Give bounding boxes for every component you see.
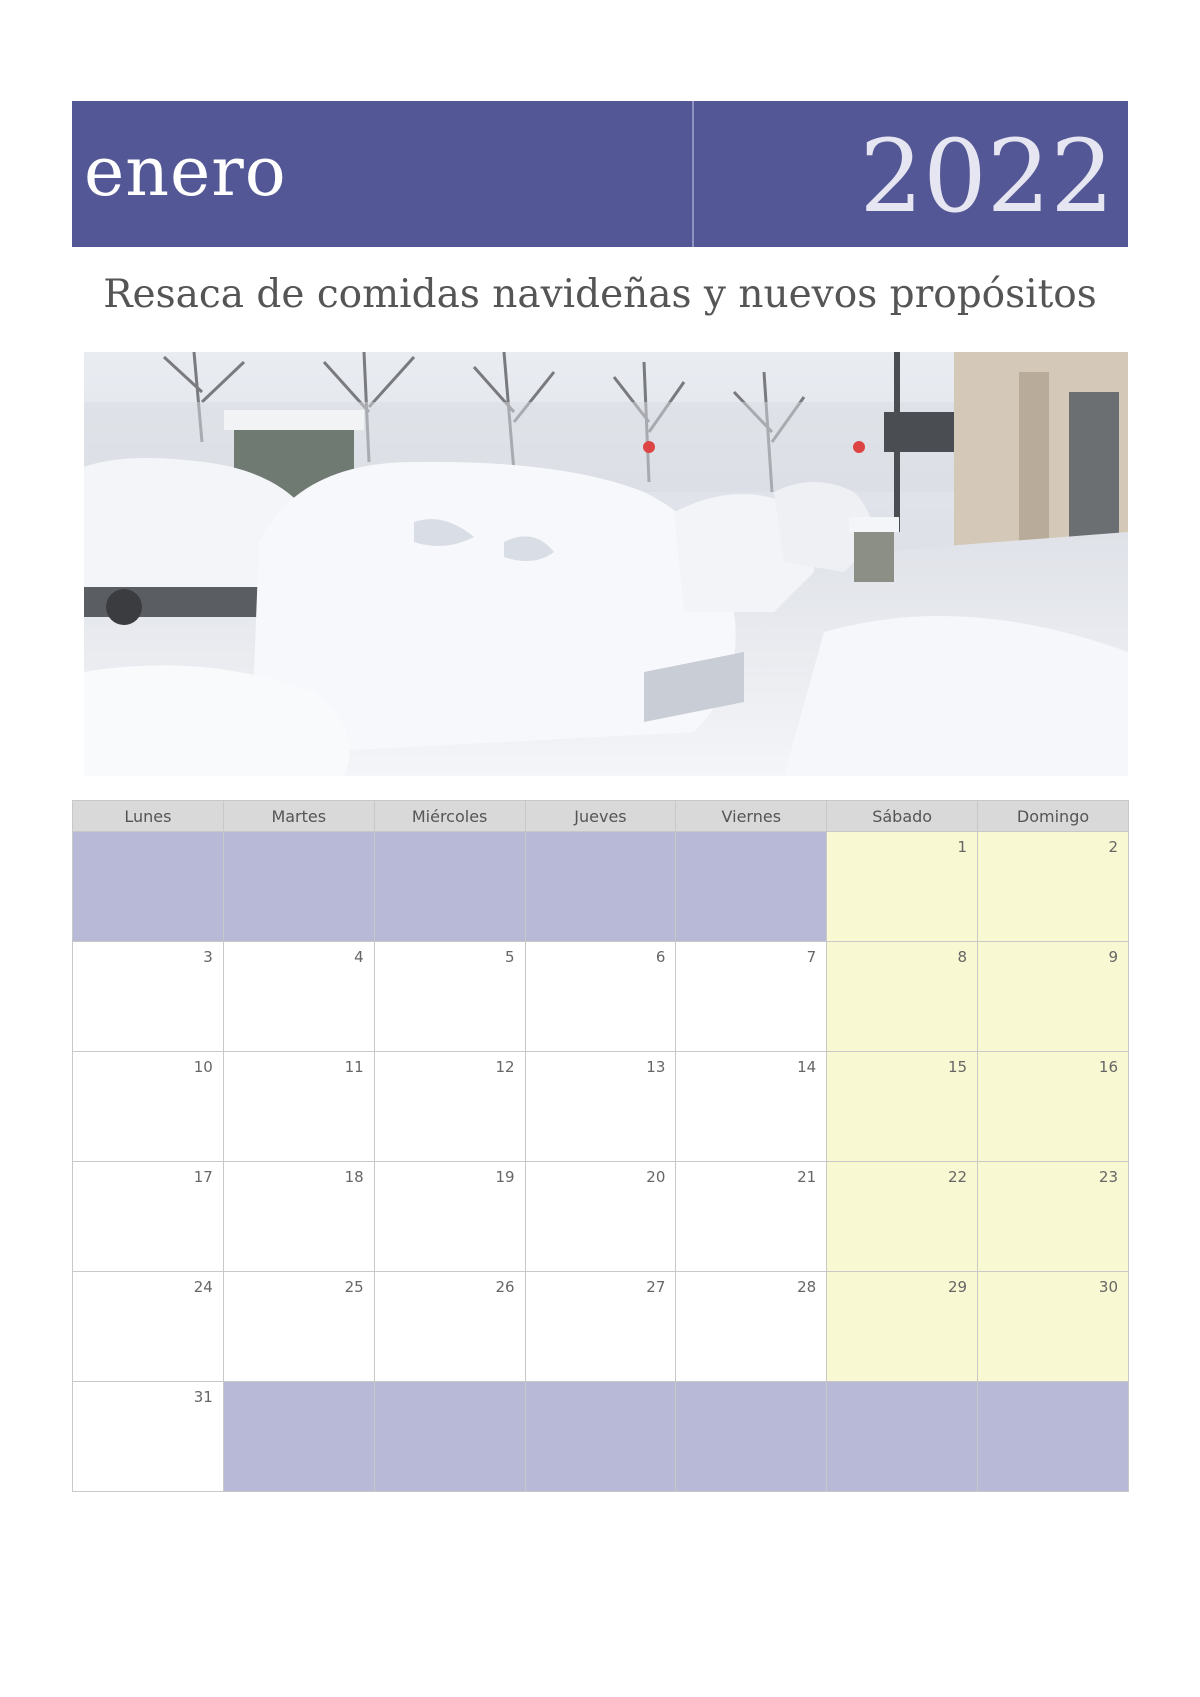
day-cell: 21 (676, 1162, 827, 1272)
week-row (73, 1272, 1129, 1382)
day-cell: 4 (223, 942, 374, 1052)
day-cell (525, 1382, 676, 1492)
day-cell (374, 832, 525, 942)
week-row (73, 1162, 1129, 1272)
month-header (72, 101, 1128, 247)
day-cell: 25 (223, 1272, 374, 1382)
day-cell: 26 (374, 1272, 525, 1382)
day-cell: 14 (676, 1052, 827, 1162)
day-cell: 6 (525, 942, 676, 1052)
day-cell: 2 (978, 832, 1129, 942)
day-cell: 10 (73, 1052, 224, 1162)
day-cell (978, 1382, 1129, 1492)
week-row (73, 832, 1129, 942)
day-cell: 19 (374, 1162, 525, 1272)
day-cell: 30 (978, 1272, 1129, 1382)
weekday-header: Sábado (827, 801, 978, 832)
weekday-header: Domingo (978, 801, 1129, 832)
week-row (73, 1052, 1129, 1162)
day-cell (73, 832, 224, 942)
month-box (72, 101, 694, 247)
day-cell (223, 832, 374, 942)
day-cell: 15 (827, 1052, 978, 1162)
day-cell (676, 832, 827, 942)
day-cell: 23 (978, 1162, 1129, 1272)
day-cell: 11 (223, 1052, 374, 1162)
weekday-header-row (73, 801, 1129, 832)
day-cell: 16 (978, 1052, 1129, 1162)
month-subtitle: Resaca de comidas navideñas y nuevos propósitos (103, 272, 1097, 317)
day-cell: 28 (676, 1272, 827, 1382)
day-cell (374, 1382, 525, 1492)
month-title: enero (84, 133, 287, 212)
day-cell: 20 (525, 1162, 676, 1272)
day-cell: 18 (223, 1162, 374, 1272)
day-cell: 8 (827, 942, 978, 1052)
weekday-header: Lunes (73, 801, 224, 832)
day-cell (223, 1382, 374, 1492)
day-cell: 9 (978, 942, 1129, 1052)
photo-illustration (84, 352, 1128, 776)
day-cell: 13 (525, 1052, 676, 1162)
day-cell: 7 (676, 942, 827, 1052)
snowy-street-photo (84, 352, 1128, 776)
day-cell: 27 (525, 1272, 676, 1382)
day-cell (676, 1382, 827, 1492)
year-title: 2022 (859, 118, 1114, 235)
day-cell: 17 (73, 1162, 224, 1272)
day-cell: 31 (73, 1382, 224, 1492)
day-cell: 1 (827, 832, 978, 942)
day-cell: 22 (827, 1162, 978, 1272)
weekday-header: Miércoles (374, 801, 525, 832)
weekday-header: Jueves (525, 801, 676, 832)
day-cell: 3 (73, 942, 224, 1052)
day-cell: 24 (73, 1272, 224, 1382)
day-cell (525, 832, 676, 942)
day-cell (827, 1382, 978, 1492)
week-row (73, 942, 1129, 1052)
weekday-header: Viernes (676, 801, 827, 832)
day-cell: 5 (374, 942, 525, 1052)
weekday-header: Martes (223, 801, 374, 832)
day-cell: 12 (374, 1052, 525, 1162)
calendar-grid (72, 800, 1129, 1492)
day-cell: 29 (827, 1272, 978, 1382)
week-row (73, 1382, 1129, 1492)
year-box (694, 101, 1128, 247)
